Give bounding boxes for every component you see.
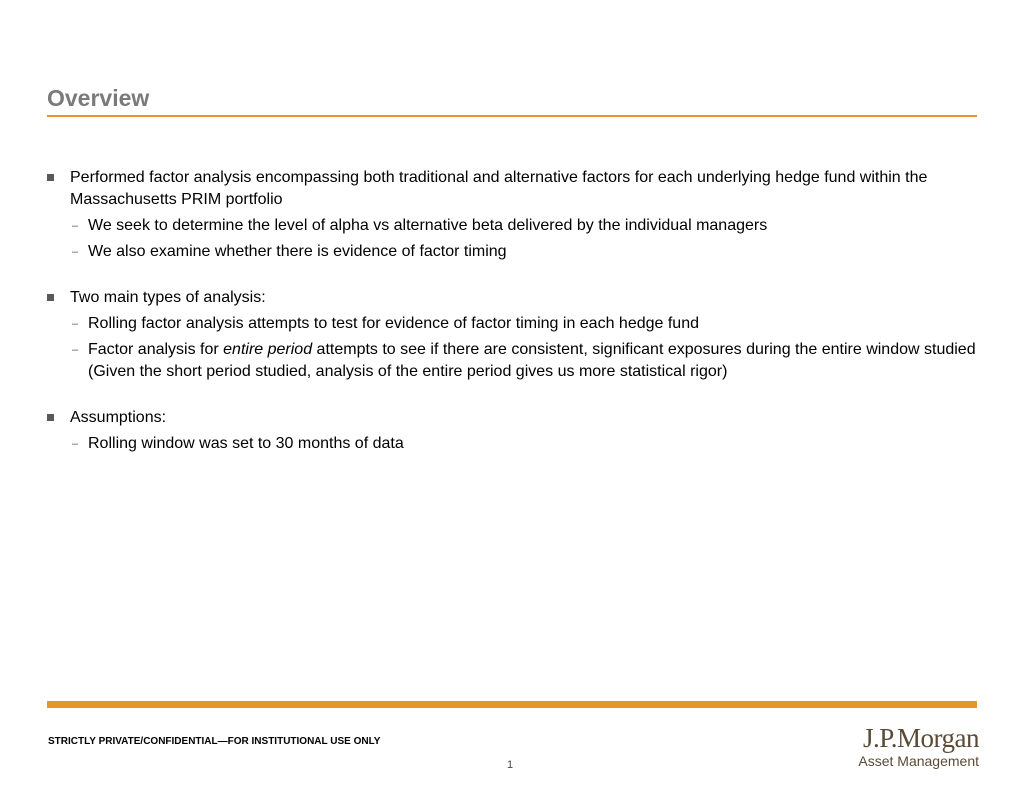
bullet-assumptions: [47, 407, 977, 455]
page-title: Overview: [47, 85, 150, 111]
sub-bullet-text: Rolling factor analysis attempts to test for evidence of factor timing in each hedge fund: [88, 315, 699, 332]
sub-bullet-text: We also examine whether there is evidence of factor timing: [88, 243, 507, 260]
square-bullet-icon: [47, 294, 54, 301]
sub-bullet-text-before: Factor analysis for: [88, 341, 224, 358]
footer-divider: [47, 701, 977, 708]
sub-bullet-emphasis: entire period: [223, 341, 313, 358]
title-divider: [47, 115, 977, 117]
company-logo: [846, 724, 979, 770]
sub-bullet: [70, 313, 977, 335]
sub-bullet-text: [88, 341, 976, 380]
page-number: 1: [506, 759, 514, 771]
logo-subtitle: Asset Management: [858, 753, 979, 769]
dash-bullet-icon: –: [72, 246, 79, 258]
sub-bullet-text-after: attempts to see if there are consistent, significant exposures during the entire window studied (Given the short period studied, analysis of the entire period gives us more statistical rigor): [88, 341, 976, 380]
sub-list: [70, 313, 977, 383]
bullet-text: Performed factor analysis encompassing both traditional and alternative factors for each underlying hedge fund within the Massachusetts PRIM portfolio: [70, 169, 928, 208]
bullet-text: Two main types of analysis:: [70, 289, 266, 306]
sub-bullet: [70, 215, 977, 237]
bullet-factor-analysis: [47, 167, 977, 263]
dash-bullet-icon: –: [72, 344, 79, 356]
logo-wordmark: J.P.Morgan: [862, 723, 979, 753]
dash-bullet-icon: –: [72, 220, 79, 232]
square-bullet-icon: [47, 174, 54, 181]
content-area: [47, 167, 977, 479]
bullet-analysis-types: [47, 287, 977, 383]
sub-list: [70, 215, 977, 263]
sub-list: [70, 433, 977, 455]
confidentiality-notice: STRICTLY PRIVATE/CONFIDENTIAL—FOR INSTITUTIONAL USE ONLY: [48, 736, 381, 747]
sub-bullet: [70, 339, 977, 383]
square-bullet-icon: [47, 414, 54, 421]
sub-bullet-text: Rolling window was set to 30 months of data: [88, 435, 404, 452]
bullet-text: Assumptions:: [70, 409, 167, 426]
sub-bullet-text: We seek to determine the level of alpha vs alternative beta delivered by the individual managers: [88, 217, 768, 234]
dash-bullet-icon: –: [72, 318, 79, 330]
sub-bullet: [70, 241, 977, 263]
dash-bullet-icon: –: [72, 438, 79, 450]
sub-bullet: [70, 433, 977, 455]
